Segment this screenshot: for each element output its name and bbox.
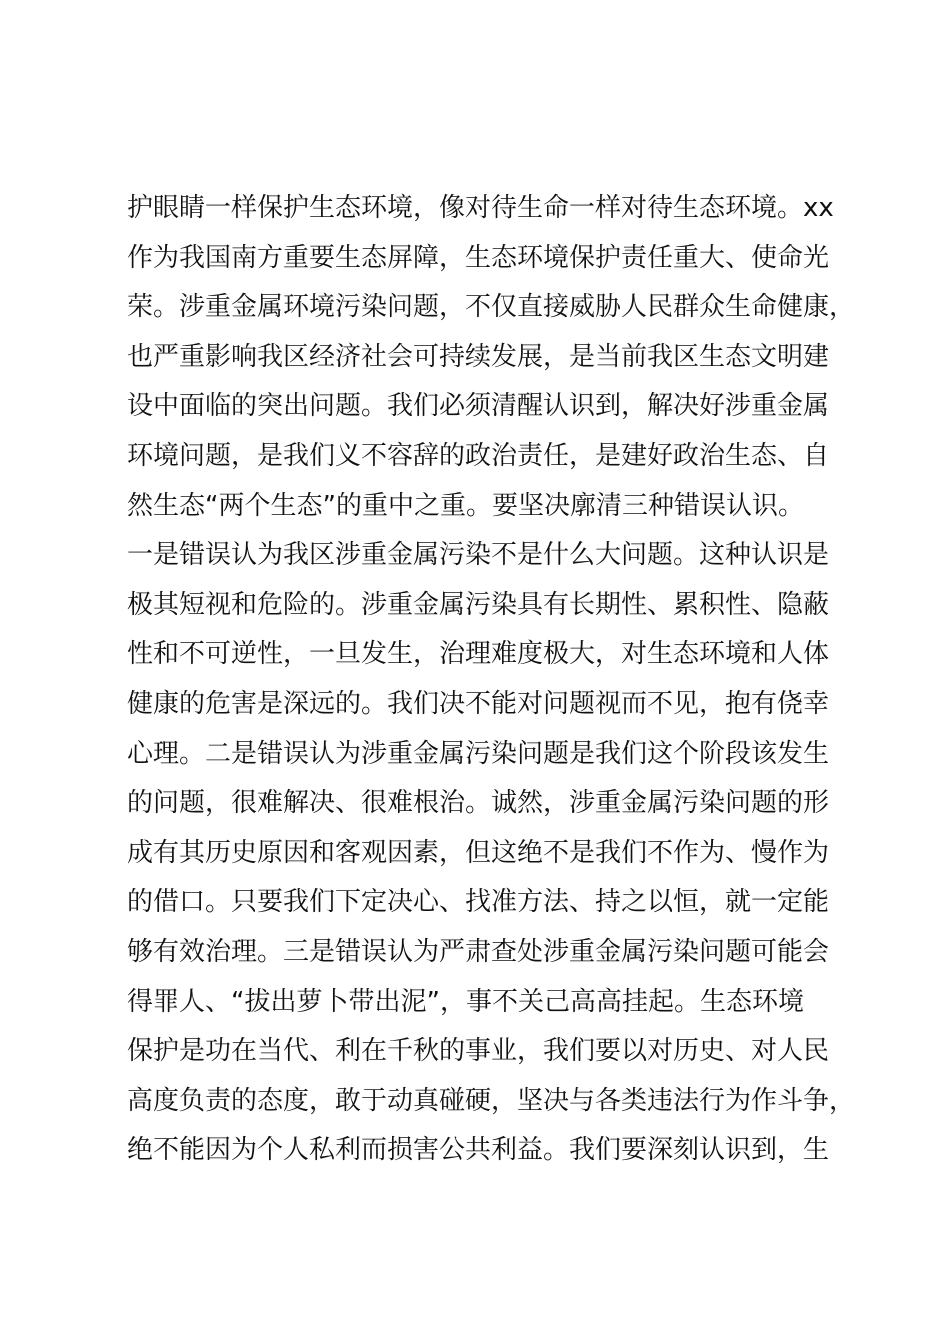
body-text [127,184,867,1176]
text-line-8: 一是错误认为我区涉重金属污染不是什么大问题。这种认识是 [127,540,830,571]
text-line-5: 设中面临的突出问题。我们必须清醒认识到，解决好涉重金属 [127,391,830,422]
text-line-13: 的问题，很难解决、很难根治。诚然，涉重金属污染问题的形 [127,788,830,819]
text-line-14: 成有其历史原因和客观因素，但这绝不是我们不作为、慢作为 [127,837,830,868]
text-line-4: 也严重影响我区经济社会可持续发展，是当前我区生态文明建 [127,341,830,372]
text-line-19: 高度负责的态度，敢于动真碰硬，坚决与各类违法行为作斗争， [127,1085,856,1116]
text-line-11: 健康的危害是深远的。我们决不能对问题视而不见，抱有侥幸 [127,688,830,719]
text-line-3: 荣。涉重金属环境污染问题，不仅直接威胁人民群众生命健康， [127,292,856,323]
text-line-7: 然生态“两个生态”的重中之重。要坚决廓清三种错误认识。 [127,490,804,521]
text-line-1: 护眼睛一样保护生态环境，像对待生命一样对待生态环境。xx [127,193,834,223]
text-line-20: 绝不能因为个人私利而损害公共利益。我们要深刻认识到，生 [127,1135,830,1166]
text-line-17: 得罪人、“拔出萝卜带出泥”，事不关己高高挂起。生态环境 [127,986,804,1017]
text-line-2: 作为我国南方重要生态屏障，生态环境保护责任重大、使命光 [127,242,830,273]
text-line-10: 性和不可逆性，一旦发生，治理难度极大，对生态环境和人体 [127,639,830,670]
text-line-16: 够有效治理。三是错误认为严肃查处涉重金属污染问题可能会 [127,936,830,967]
text-line-9: 极其短视和危险的。涉重金属污染具有长期性、累积性、隐蔽 [127,589,830,620]
text-line-15: 的借口。只要我们下定决心、找准方法、持之以恒，就一定能 [127,887,830,918]
text-line-6: 环境问题，是我们义不容辞的政治责任，是建好政治生态、自 [127,440,830,471]
text-line-12: 心理。二是错误认为涉重金属污染问题是我们这个阶段该发生 [127,738,830,769]
text-line-18: 保护是功在当代、利在千秋的事业，我们要以对历史、对人民 [127,1036,830,1067]
